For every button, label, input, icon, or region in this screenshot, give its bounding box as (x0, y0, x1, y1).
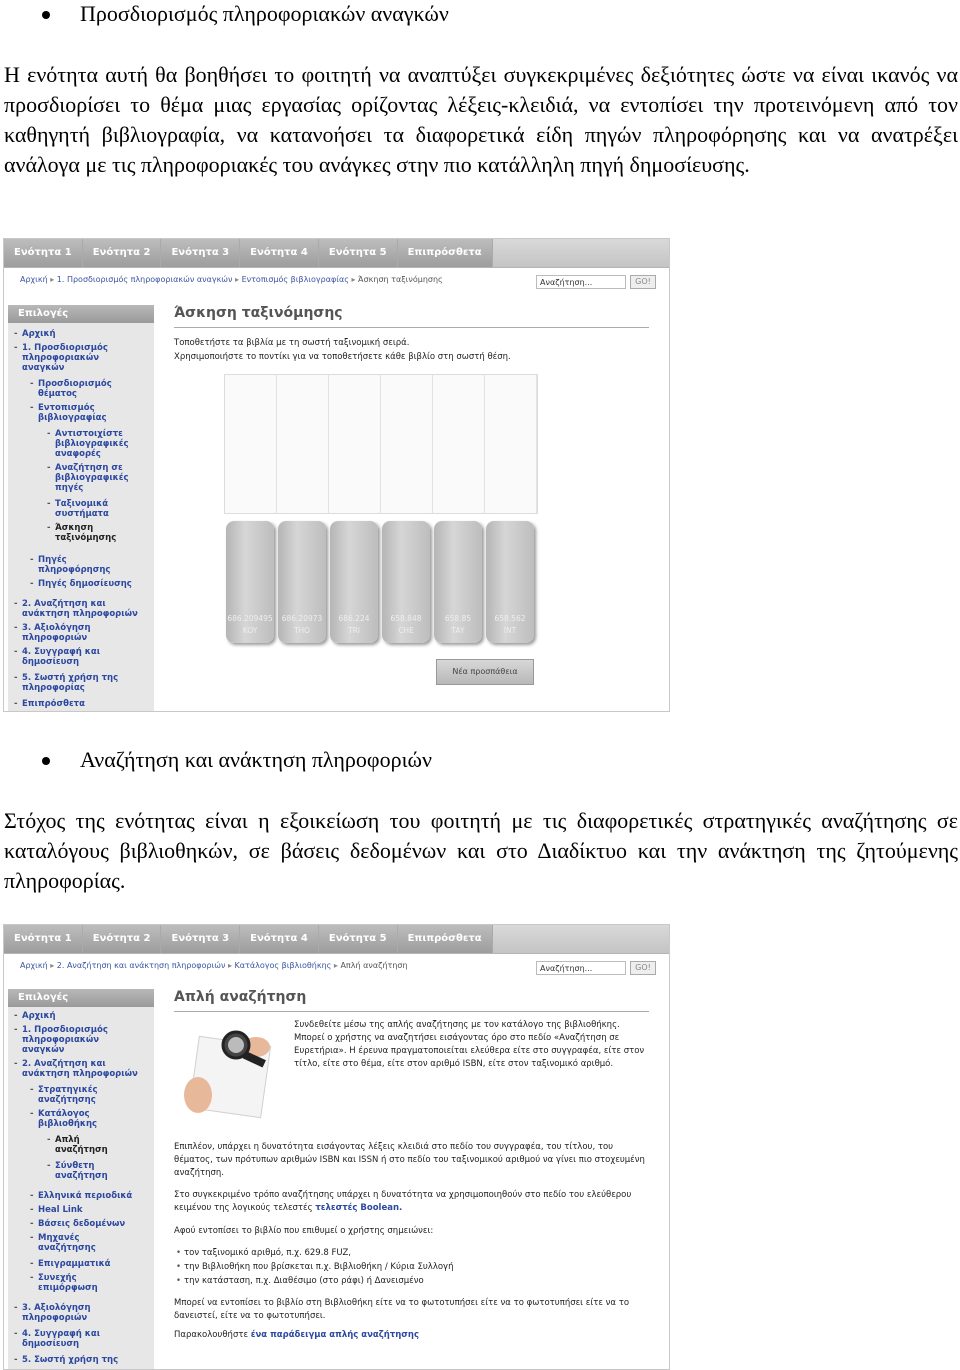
sidebar-item-section4[interactable]: - 4. Συγγραφή και δημοσίευση (22, 647, 122, 667)
example-link[interactable]: ένα παράδειγμα απλής αναζήτησης (250, 1330, 420, 1340)
sidebar (8, 989, 154, 1369)
sidebar-item-advanced-search[interactable]: - Σύνθετη αναζήτηση (55, 1161, 115, 1181)
paragraph-notes: Αφού εντοπίσει το βιβλίο που επιθυμεί ο χρήστης σημειώνει: (174, 1226, 434, 1236)
drop-slot[interactable] (225, 375, 277, 513)
sidebar-item-catalog[interactable]: - Κατάλογος βιβλιοθήκης (38, 1109, 118, 1129)
book-card[interactable] (330, 521, 378, 643)
sidebar-item-strategies[interactable]: - Στρατηγικές αναζήτησης (38, 1085, 118, 1105)
book-number: 658.562 (494, 614, 526, 623)
sidebar-item-databases[interactable]: - Βάσεις δεδομένων (38, 1219, 148, 1229)
page-title: Άσκηση ταξινόμησης (174, 305, 343, 321)
nav-tab-5[interactable]: Ενότητα 5 (319, 925, 398, 953)
sidebar-item-simple-search[interactable]: - Απλή αναζήτηση (55, 1135, 115, 1155)
page-title: Απλή αναζήτηση (174, 989, 307, 1005)
drop-slot[interactable] (277, 375, 329, 513)
bullet-text: Αναζήτηση και ανάκτηση πληροφοριών (80, 747, 432, 772)
nav-tab-3[interactable]: Ενότητα 3 (161, 925, 240, 953)
paragraph-1 (4, 60, 958, 180)
retry-button[interactable]: Νέα προσπάθεια (436, 659, 534, 685)
title-rule (174, 327, 649, 328)
sidebar-item-search-engines[interactable]: - Μηχανές αναζήτησης (38, 1233, 118, 1253)
book-code: THO (293, 626, 311, 635)
go-button[interactable]: GO! (630, 961, 656, 975)
paragraph-locate: Μπορεί να εντοπίσει το βιβλίο στη Βιβλιοθήκη είτε να το φωτοτυπήσει είτε να το φωτοτυπήσει είτε να το δανειστεί, είτε να το φωτοτυπήσει. (174, 1298, 630, 1321)
sidebar-item-heal-link[interactable]: - Heal Link (38, 1205, 83, 1215)
list-item: • τον ταξινομικό αριθμό, π.χ. 629.8 FUZ, (184, 1247, 351, 1259)
boolean-prefix: Στο συγκεκριμένο τρόπο αναζήτησης υπάρχει η δυνατότητα να χρησιμοποιηθούν στο πεδίο του ελεύθερου κειμένου της λογικούς τελεστές (174, 1190, 632, 1213)
sidebar-item-home[interactable]: - Αρχική (22, 329, 56, 339)
sidebar-item-section2[interactable]: - 2. Αναζήτηση και ανάκτηση πληροφοριών (22, 1059, 147, 1079)
breadcrumb: Αρχική ▸ 2. Αναζήτηση και ανάκτηση πληροφοριών ▸ Κατάλογος βιβλιοθήκης ▸ Απλή αναζήτηση (20, 961, 408, 970)
nav-tab-1[interactable]: Ενότητα 1 (4, 925, 83, 953)
sidebar-title: Επιλογές (8, 305, 154, 323)
drop-slot[interactable] (433, 375, 485, 513)
paragraph-1-text: Η ενότητα αυτή θα βοηθήσει το φοιτητή να αναπτύξει συγκεκριμένες δεξιότητες ώστε να είναι ικανός να προσδιορίσει το θέμα μιας εργασίας ορίζοντας λέξεις-κλειδιά, να εντοπίσει την προτεινόμενη από τον καθηγητή βιβλιογραφία, να κατανοήσει τα διαφορετικά είδη πηγών πληροφόρησης και να ανατρέξει ανάλογα με τις πληροφοριακές του ανάγκες στην πιο κατάλληλη πηγή δημοσίευσης. (4, 62, 958, 177)
paragraph-2-text: Στόχος της ενότητας είναι η εξοικείωση του φοιτητή με τις διαφορετικές στρατηγικές αναζήτησης σε καταλόγους βιβλιοθηκών, σε βάσεις δεδομένων και στο Διαδίκτυο και την ανάκτηση της ζητούμενης πληροφορίας. (4, 808, 958, 893)
book-number: 658.85 (444, 614, 472, 623)
nav-tab-1[interactable]: Ενότητα 1 (4, 239, 83, 267)
instruction-1: Τοποθετήστε τα βιβλία με τη σωστή ταξινομική σειρά. (174, 338, 410, 348)
magnifier-photo (176, 1021, 286, 1123)
book-number: 686.224 (338, 614, 370, 623)
sidebar-item-section5[interactable]: - 5. Σωστή χρήση της πληροφορίας (22, 673, 132, 693)
sidebar-item-section1[interactable]: - 1. Προσδιορισμός πληροφοριακών αναγκών (22, 343, 122, 373)
nav-tab-extra[interactable]: Επιπρόσθετα (398, 239, 493, 267)
nav-tab-2[interactable]: Ενότητα 2 (83, 239, 162, 267)
book-card[interactable] (382, 521, 430, 643)
sidebar-item-pub-sources[interactable]: - Πηγές δημοσίευσης (38, 579, 148, 589)
bullet-dot (42, 11, 50, 19)
nav-bar (4, 925, 669, 954)
paragraph-2 (4, 806, 958, 896)
sidebar-item-greek-journals[interactable]: - Ελληνικά περιοδικά (38, 1191, 148, 1201)
list-item: • την κατάσταση, π.χ. Διαθέσιμο (στο ράφι) ή Δανεισμένο (184, 1275, 424, 1287)
drop-slot[interactable] (329, 375, 381, 513)
search-input[interactable]: Αναζήτηση... (536, 961, 626, 975)
crumb-current: Άσκηση ταξινόμησης (358, 275, 443, 284)
watch-prefix: Παρακολουθήστε (174, 1330, 251, 1340)
sidebar-item-match[interactable]: - Αντιστοιχίστε βιβλιογραφικές αναφορές (55, 429, 140, 459)
drop-grid (224, 374, 538, 514)
sidebar-item-topic[interactable]: - Προσδιορισμός θέματος (38, 379, 118, 399)
book-card[interactable] (226, 521, 274, 643)
paragraph-watch (174, 1329, 648, 1342)
screenshot-simple-search (3, 924, 670, 1370)
paragraph-more: Επιπλέον, υπάρχει η δυνατότητα εισάγοντας λέξεις κλειδιά στο πεδίο του συγγραφέα, του τίτλου, του θέματος, των πρότυπων αριθμών ISBN και ISSN ή στο πεδίο του ταξινομικού αριθμού να γίνει πιο στοχευμένη αναζήτηση. (174, 1142, 645, 1178)
crumb-home[interactable]: Αρχική (20, 961, 48, 970)
breadcrumb: Αρχική ▸ 1. Προσδιορισμός πληροφοριακών αναγκών ▸ Εντοπισμός βιβλιογραφίας ▸ Άσκηση ταξινόμησης (20, 275, 443, 284)
sidebar-item-section1[interactable]: - 1. Προσδιορισμός πληροφοριακών αναγκών (22, 1025, 122, 1055)
sidebar-item-extra[interactable]: - Επιπρόσθετα (22, 699, 85, 709)
go-button[interactable]: GO! (630, 275, 656, 289)
search-input[interactable]: Αναζήτηση... (536, 275, 626, 289)
crumb-current: Απλή αναζήτηση (340, 961, 408, 970)
sidebar (8, 305, 154, 711)
nav-tab-2[interactable]: Ενότητα 2 (83, 925, 162, 953)
book-code: KOY (242, 626, 258, 635)
book-code: INT (503, 626, 517, 635)
book-number: 686.209495 (227, 614, 273, 623)
book-number: 686.20973 (281, 614, 323, 623)
book-code: TRI (347, 626, 360, 635)
sidebar-item-search-sources[interactable]: - Αναζήτηση σε βιβλιογραφικές πηγές (55, 463, 140, 493)
bullet-dot (42, 757, 50, 765)
crumb-home[interactable]: Αρχική (20, 275, 48, 284)
nav-fill (493, 925, 669, 953)
drop-slot[interactable] (485, 375, 537, 513)
nav-bar (4, 239, 669, 268)
sidebar-item-info-sources[interactable]: - Πηγές πληροφόρησης (38, 555, 128, 575)
nav-tab-4[interactable]: Ενότητα 4 (240, 239, 319, 267)
sidebar-item-epigrammatika[interactable]: - Επιγραμματικά (38, 1259, 148, 1269)
nav-tab-5[interactable]: Ενότητα 5 (319, 239, 398, 267)
nav-fill (493, 239, 669, 267)
crumb-section[interactable]: 2. Αναζήτηση και ανάκτηση πληροφοριών (56, 961, 226, 970)
crumb-sub[interactable]: Κατάλογος βιβλιοθήκης (234, 961, 332, 970)
crumb-section[interactable]: 1. Προσδιορισμός πληροφοριακών αναγκών (56, 275, 233, 284)
sidebar-title: Επιλογές (8, 989, 154, 1007)
book-number: 658.848 (390, 614, 422, 623)
book-code: TAY (451, 626, 465, 635)
sidebar-item-section2[interactable]: - 2. Αναζήτηση και ανάκτηση πληροφοριών (22, 599, 147, 619)
book-code: CHE (398, 626, 414, 635)
crumb-sub[interactable]: Εντοπισμός βιβλιογραφίας (241, 275, 349, 284)
sidebar-item-home[interactable]: - Αρχική (22, 1011, 56, 1021)
sidebar-item-section3[interactable]: - 3. Αξιολόγηση πληροφοριών (22, 623, 122, 643)
boolean-link[interactable]: τελεστές Boolean. (315, 1203, 403, 1213)
sidebar-item-section4[interactable]: - 4. Συγγραφή και δημοσίευση (22, 1329, 122, 1349)
sidebar-item-bibliography[interactable]: - Εντοπισμός βιβλιογραφίας (38, 403, 118, 423)
drop-slot[interactable] (381, 375, 433, 513)
book-card[interactable] (434, 521, 482, 643)
nav-tab-extra[interactable]: Επιπρόσθετα (398, 925, 493, 953)
list-item: • την Βιβλιοθήκη που βρίσκεται π.χ. Βιβλιοθήκη / Κύρια Συλλογή (184, 1261, 453, 1273)
intro-text: Συνδεθείτε μέσω της απλής αναζήτησης με τον κατάλογο της βιβλιοθήκης. Μπορεί ο χρήστης να αναζητήσει εισάγοντας όρο στο πεδίο «Αναζήτηση σε Ευρετήρια». Η έρευνα πραγματοποιείται ελεύθερα είτε στο συγγραφέα, είτε στον τίτλο, είτε στο θέμα, είτε στον αριθμό ISBN, είτε στον ταξινομικό αριθμό. (294, 1020, 645, 1069)
screenshot-sorting-exercise (3, 238, 670, 712)
paragraph-boolean (174, 1189, 648, 1215)
book-card[interactable] (486, 521, 534, 643)
book-card[interactable] (278, 521, 326, 643)
sidebar-item-sorting[interactable]: - Άσκηση ταξινόμησης (55, 523, 125, 543)
instruction-2: Χρησιμοποιήστε το ποντίκι για να τοποθετήσετε κάθε βιβλίο στη σωστή θέση. (174, 352, 511, 362)
nav-tab-3[interactable]: Ενότητα 3 (161, 239, 240, 267)
bullet-text: Προσδιορισμός πληροφοριακών αναγκών (80, 1, 449, 26)
sidebar-item-section5[interactable]: - 5. Σωστή χρήση της (22, 1355, 152, 1365)
nav-tab-4[interactable]: Ενότητα 4 (240, 925, 319, 953)
sidebar-item-classification[interactable]: - Ταξινομικά συστήματα (55, 499, 125, 519)
sidebar-item-section3[interactable]: - 3. Αξιολόγηση πληροφοριών (22, 1303, 122, 1323)
title-rule (174, 1011, 649, 1012)
sidebar-item-training[interactable]: - Συνεχής επιμόρφωση (38, 1273, 118, 1293)
